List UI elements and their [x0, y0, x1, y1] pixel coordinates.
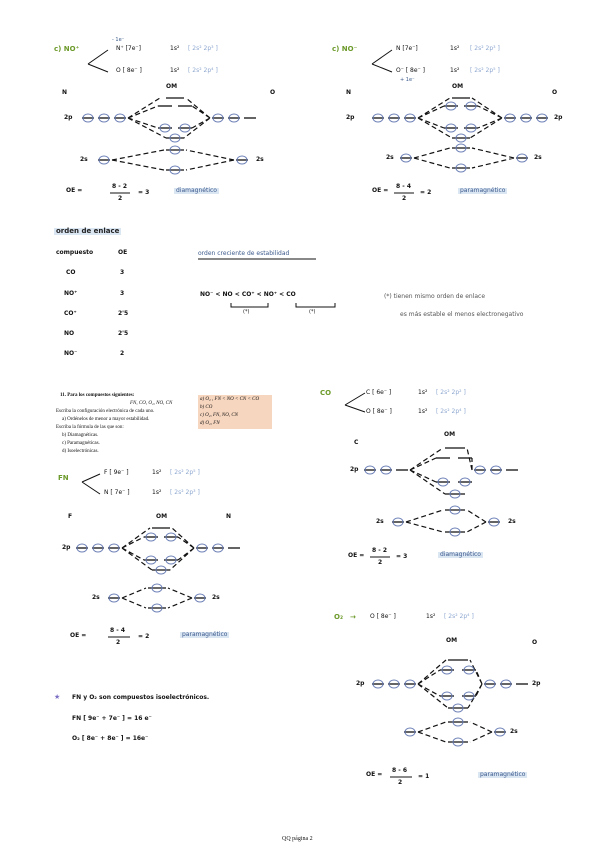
iso-title: FN y O₂ son compuestos isoelectrónicos. [72, 694, 210, 701]
result-paramagnetic: paramagnético [182, 631, 228, 638]
answer-a: a) O₂ , FN < NO < CN < CO [200, 397, 260, 402]
o-config: O [ 8e⁻ ] [116, 67, 142, 74]
row-oe: 2'5 [118, 310, 129, 317]
label-2p: 2p [62, 544, 71, 551]
f-valence: [ 2s² 2p⁵ ] [170, 469, 200, 476]
row-oe: 2 [120, 350, 125, 357]
label-2s-right: 2s [510, 728, 518, 735]
answer-d: d) O₂, FN [200, 421, 220, 426]
n-1s: 1s² [450, 45, 460, 52]
label-2s-right: 2s [212, 594, 220, 601]
left-atom-c: C [354, 439, 359, 446]
no-plus-title: c) NO⁺ [54, 45, 80, 53]
label-2s-right: 2s [534, 154, 542, 161]
frac-top: 8 - 4 [110, 627, 126, 634]
label-2p-right: 2p [554, 114, 563, 121]
oe-label: OE = [66, 187, 83, 194]
oe-value: = 3 [138, 189, 150, 196]
arrow-icon: → [350, 613, 356, 621]
oe-label: OE = [366, 771, 383, 778]
o2-tag: O₂ [334, 613, 344, 621]
left-atom-f: F [68, 513, 73, 520]
o-config: O [ 8e⁻ ] [366, 408, 392, 415]
frac-bottom: 2 [398, 779, 403, 786]
exercise-line5: c) Paramagnéticas. [62, 441, 100, 446]
c-1s: 1s² [418, 389, 428, 396]
exercise-line2: a) Ordénelos de menor a mayor estabilidad. [62, 417, 150, 422]
row-compound: NO⁺ [64, 290, 78, 297]
oe-label: OE = [372, 187, 389, 194]
bracket-no-plus [88, 50, 108, 72]
exercise-title: 11. Para los compuestos siguientes: [60, 393, 135, 398]
left-atom-n: N [346, 89, 352, 96]
row-compound: CO⁺ [64, 310, 77, 317]
exercise-line6: d) Isoelectrónicas. [62, 449, 99, 454]
frac-top: 8 - 2 [372, 547, 388, 554]
exercise-line1: Escriba la configuración electrónica de cada uno. [56, 409, 155, 414]
label-2p: 2p [64, 114, 73, 121]
om-label: OM [166, 83, 178, 90]
result-diamagnetic: diamagnético [176, 187, 217, 194]
right-atom-o: O [270, 89, 276, 96]
fn-tag: FN [58, 474, 69, 482]
stability-title: orden creciente de estabilidad [198, 250, 290, 257]
n-plus-1s: 1s² [170, 45, 180, 52]
row-oe: 3 [120, 290, 125, 297]
exercise-line3: Escriba la fórmula de las que son: [56, 425, 124, 430]
label-2s-right: 2s [508, 518, 516, 525]
exercise-compounds: FN, CO, O₂, NO, CN [130, 401, 173, 406]
om-label: OM [446, 637, 458, 644]
o-1s: 1s² [426, 613, 436, 620]
o-minus-valence: [ 2s² 2p⁵ ] [470, 67, 500, 74]
om-label: OM [156, 513, 168, 520]
oe-value: = 3 [396, 553, 408, 560]
bracket-no-minus [372, 50, 392, 72]
o-valence: [ 2s² 2p⁴ ] [436, 408, 466, 415]
o-minus-1s: 1s² [450, 67, 460, 74]
mo-diagram-no-minus [372, 98, 548, 172]
oe-label: OE = [348, 552, 365, 559]
bracket-co [345, 393, 365, 412]
plus-electron-note: + 1e⁻ [400, 77, 415, 83]
om-label: OM [444, 431, 456, 438]
answer-c: c) O₂, FN, NO, CN [200, 413, 238, 418]
frac-top: 8 - 6 [392, 767, 408, 774]
brace-right [296, 303, 335, 307]
o-minus-config: O⁻ [ 8e⁻ ] [396, 67, 425, 74]
mark-right: (*) [309, 309, 316, 315]
bracket-fn [82, 474, 100, 494]
frac-top: 8 - 4 [396, 183, 412, 190]
mark-left: (*) [243, 309, 250, 315]
label-2s-left: 2s [376, 518, 384, 525]
o-config: O [ 8e⁻ ] [370, 613, 396, 620]
exercise-line4: b) Diamagnéticas. [62, 433, 99, 438]
f-config: F [ 9e⁻ ] [104, 469, 129, 476]
n-config: N [ 7e⁻ ] [104, 489, 130, 496]
row-compound: NO [64, 330, 75, 337]
iso-fn-line: FN [ 9e⁻ + 7e⁻ ] = 16 e⁻ [72, 715, 152, 722]
frac-top: 8 - 2 [112, 183, 128, 190]
result-diamagnetic: diamagnético [440, 551, 481, 558]
left-atom-n: N [62, 89, 68, 96]
row-oe: 2'5 [118, 330, 129, 337]
mo-diagram-no-plus [82, 98, 256, 174]
stability-sequence: NO⁻ < NO < CO⁺ < NO⁺ < CO [200, 291, 296, 298]
label-2p-right: 2p [532, 680, 541, 687]
row-oe: 3 [120, 269, 125, 276]
mo-diagram-co [364, 448, 518, 536]
frac-bottom: 2 [116, 639, 121, 646]
c-valence: [ 2s² 2p² ] [436, 389, 466, 396]
n-config: N [7e⁻] [396, 45, 418, 52]
label-2s-left: 2s [386, 154, 394, 161]
label-2p: 2p [350, 466, 359, 473]
o-1s: 1s² [170, 67, 180, 74]
iso-o2-line: O₂ [ 8e⁻ + 8e⁻ ] = 16e⁻ [72, 735, 149, 742]
frac-bottom: 2 [402, 195, 407, 202]
label-2s-left: 2s [80, 156, 88, 163]
n-valence: [ 2s² 2p³ ] [470, 45, 500, 52]
oe-value: = 2 [138, 633, 150, 640]
no-minus-title: c) NO⁻ [332, 45, 358, 53]
right-atom-o: O [532, 639, 538, 646]
n-1s: 1s² [152, 489, 162, 496]
o-1s: 1s² [418, 408, 428, 415]
n-plus-config: N⁺ [7e⁻] [116, 45, 141, 52]
row-compound: CO [66, 269, 76, 276]
note-same-order: (*) tienen mismo orden de enlace [384, 293, 486, 300]
label-2p-left: 2p [346, 114, 355, 121]
page-footer: QQ página 2 [282, 836, 313, 842]
f-1s: 1s² [152, 469, 162, 476]
n-valence: [ 2s² 2p³ ] [170, 489, 200, 496]
right-atom-n: N [226, 513, 232, 520]
o-valence: [ 2s² 2p⁴ ] [188, 67, 218, 74]
brace-left [231, 303, 268, 307]
o-valence: [ 2s² 2p⁴ ] [444, 613, 474, 620]
label-2s-left: 2s [92, 594, 100, 601]
right-atom-o: O [552, 89, 558, 96]
co-tag: CO [320, 389, 332, 397]
c-config: C [ 6e⁻ ] [366, 389, 392, 396]
mo-diagram-o2 [372, 660, 528, 746]
answer-b: b) CO [200, 405, 213, 410]
om-label: OM [452, 83, 464, 90]
result-paramagnetic: paramagnético [460, 187, 506, 194]
fraction-bars [108, 193, 414, 777]
minus-electron-note: - 1e⁻ [112, 37, 125, 43]
result-paramagnetic: paramagnético [480, 771, 526, 778]
oe-label: OE = [70, 632, 87, 639]
note-electronegative: es más estable el menos electronegativo [400, 311, 524, 318]
frac-bottom: 2 [378, 559, 383, 566]
col-oe: OE [118, 249, 128, 256]
label-2s-right: 2s [256, 156, 264, 163]
star-icon: ★ [54, 693, 61, 701]
bond-order-heading: orden de enlace [56, 227, 120, 235]
label-2p-left: 2p [356, 680, 365, 687]
oe-value: = 2 [420, 189, 432, 196]
n-plus-valence: [ 2s² 2p³ ] [188, 45, 218, 52]
col-compound: compuesto [56, 249, 94, 256]
row-compound: NO⁻ [64, 350, 78, 357]
oe-value: = 1 [418, 773, 430, 780]
frac-bottom: 2 [118, 195, 123, 202]
